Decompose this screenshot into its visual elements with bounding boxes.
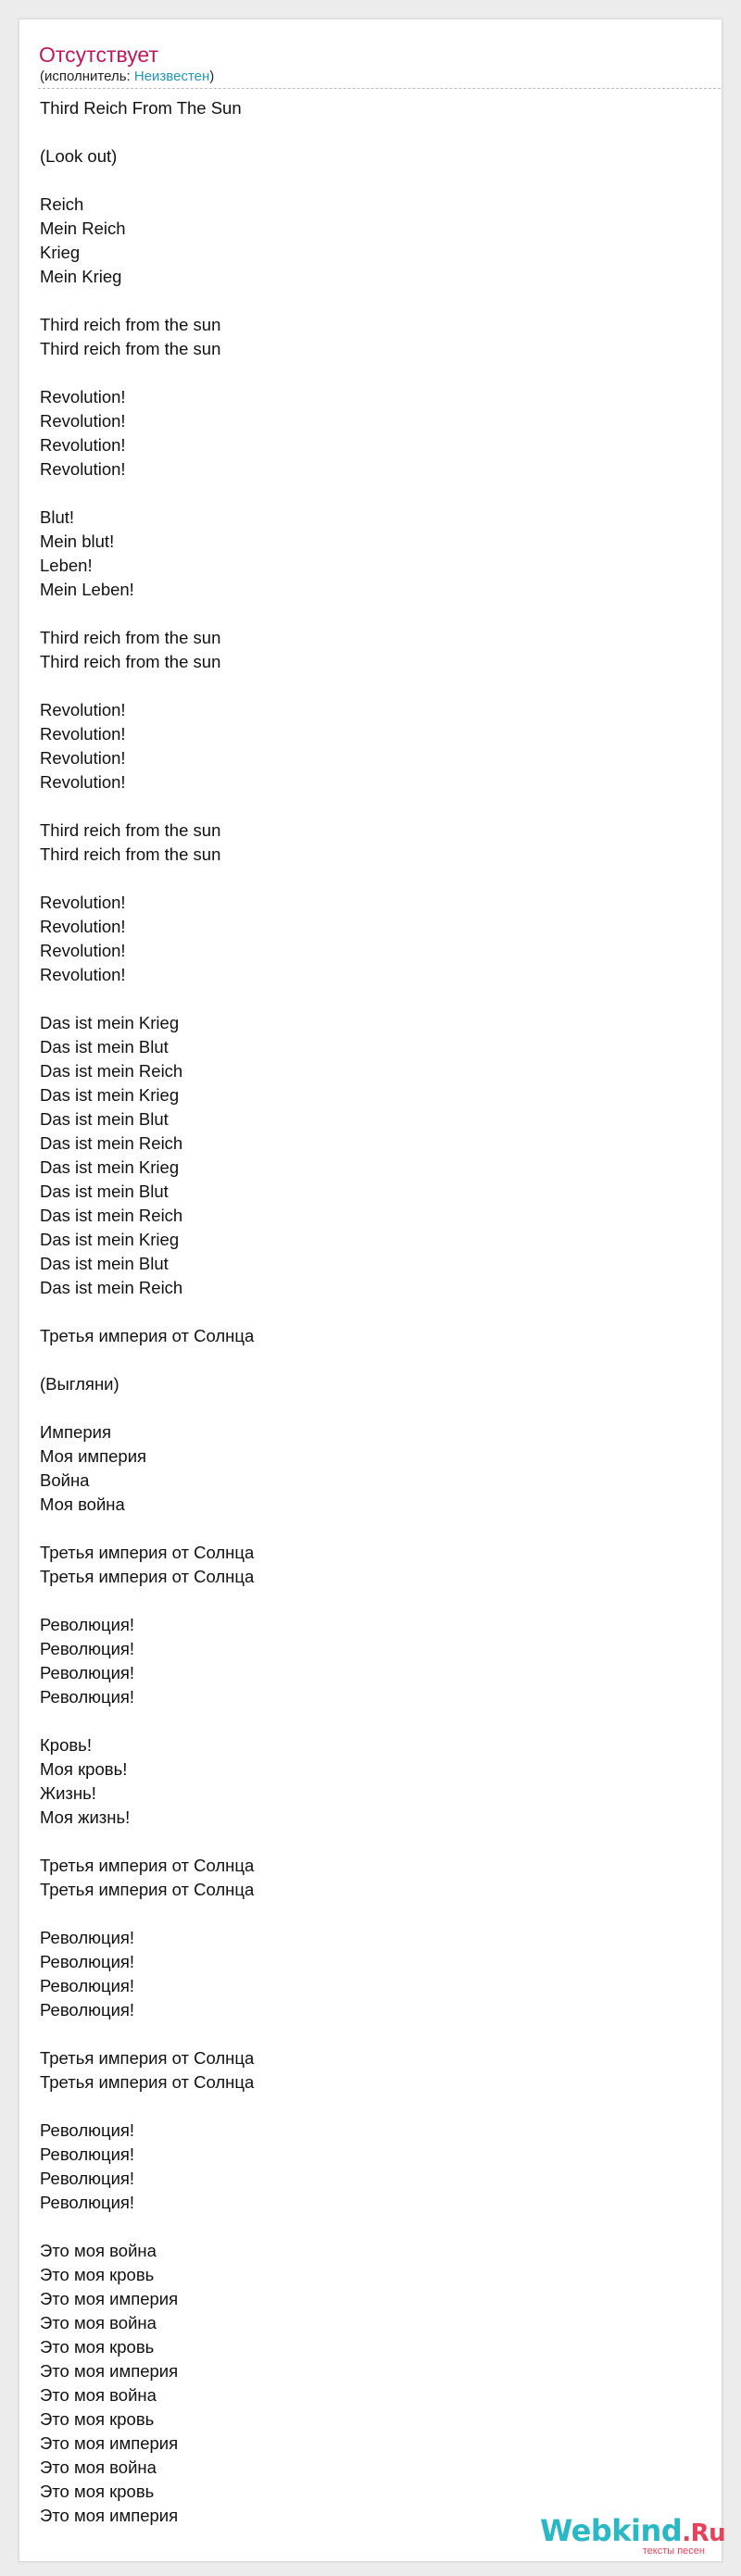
lyric-line: Third reich from the sun [40,820,221,840]
lyric-line: Кровь! [40,1735,92,1755]
lyric-line: Third reich from the sun [40,628,221,647]
lyric-line: Это моя кровь [40,2482,155,2501]
lyric-line: Revolution! [40,941,126,960]
artist-link[interactable]: Неизвестен [133,69,210,84]
lyric-line: Это моя война [40,2241,157,2260]
lyric-line: Revolution! [40,917,126,936]
lyric-line: Third Reich From The Sun [40,98,242,118]
lyric-line: Революция! [40,1639,135,1658]
lyric-line: Моя империя [40,1446,147,1466]
lyric-line: (Look out) [40,146,118,166]
lyric-line: Das ist mein Krieg [40,1085,180,1105]
lyric-line [40,2022,688,2046]
lyric-line: Третья империя от Солнца [40,1326,255,1345]
lyric-line: Revolution! [40,724,126,744]
logo-name: Webkind [540,2513,683,2548]
lyric-line [40,794,688,819]
lyric-line: Революция! [40,2193,135,2212]
lyric-line [40,169,688,193]
lyric-line: Reich [40,194,84,214]
lyric-line: Revolution! [40,772,126,792]
lyric-line: Это моя империя [40,2433,179,2453]
artist-line [40,69,214,85]
lyric-line [40,120,688,144]
lyric-line: Das ist mein Reich [40,1278,183,1297]
lyric-line: Mein blut! [40,531,115,551]
lyric-line: Моя жизнь! [40,1807,131,1827]
lyric-line: Третья империя от Солнца [40,2048,255,2068]
lyric-line: Революция! [40,2145,135,2164]
lyric-line: Революция! [40,1663,135,1682]
lyric-line: Моя война [40,1494,125,1514]
lyric-line: Das ist mein Reich [40,1133,183,1153]
lyric-line [40,1517,688,1541]
lyric-line: Это моя кровь [40,2409,155,2429]
artist-prefix: (исполнитель: [40,69,134,84]
lyric-line: Это моя империя [40,2506,179,2525]
lyric-line: Революция! [40,1687,135,1707]
lyric-line: Война [40,1470,90,1490]
lyrics-card [19,19,722,2562]
lyric-line: Blut! [40,507,75,527]
lyrics-text [40,96,688,2528]
lyric-line: Революция! [40,1976,135,1995]
lyric-line [40,361,688,385]
lyric-line: Это моя империя [40,2289,179,2308]
lyric-line: Революция! [40,2000,135,2020]
lyric-line [40,674,688,698]
lyric-line: Жизнь! [40,1783,96,1803]
lyric-line: Das ist mein Reich [40,1206,183,1225]
lyric-line: Revolution! [40,893,126,912]
lyric-line [40,1709,688,1733]
lyric-line: Третья империя от Солнца [40,2072,255,2092]
lyric-line: Revolution! [40,748,126,768]
lyric-line: Revolution! [40,435,126,455]
lyric-line: (Выгляни) [40,1374,119,1394]
lyric-line: Third reich from the sun [40,652,221,671]
lyric-line [40,1300,688,1324]
lyric-line: Третья империя от Солнца [40,1880,255,1899]
lyric-line [40,602,688,626]
lyric-line [40,987,688,1011]
lyric-line [40,867,688,891]
lyric-line: Revolution! [40,965,126,984]
lyric-line: Моя кровь! [40,1759,128,1779]
lyric-line [40,1830,688,1854]
lyric-line [40,1348,688,1372]
lyric-line: Third reich from the sun [40,315,221,334]
lyric-line [40,289,688,313]
lyric-line: Revolution! [40,700,126,719]
logo-tagline: тексты песен [642,2545,705,2557]
lyric-line: Third reich from the sun [40,844,221,864]
lyric-line: Revolution! [40,387,126,406]
lyric-line: Das ist mein Krieg [40,1230,180,1249]
title-divider [38,88,721,89]
lyric-line [40,1589,688,1613]
lyric-line: Это моя война [40,2313,157,2332]
lyric-line: Das ist mein Blut [40,1109,169,1129]
lyric-line: Третья империя от Солнца [40,1856,255,1875]
lyric-line: Das ist mein Krieg [40,1013,180,1032]
lyric-line: Das ist mein Blut [40,1182,169,1201]
lyric-line: Mein Leben! [40,580,134,599]
webkind-logo[interactable] [540,2512,726,2558]
lyric-line [40,2215,688,2239]
song-title: Отсутствует [39,43,158,67]
lyric-line: Революция! [40,1952,135,1971]
lyric-line: Революция! [40,2169,135,2188]
lyric-line: Revolution! [40,411,126,431]
lyric-line: Third reich from the sun [40,339,221,358]
lyric-line: Революция! [40,1928,135,1947]
lyric-line: Mein Reich [40,219,126,238]
lyric-line [40,481,688,506]
lyric-line: Это моя война [40,2385,157,2405]
lyric-line [40,1396,688,1420]
logo-tld: .Ru [682,2520,726,2547]
lyric-line: Mein Krieg [40,267,122,286]
lyric-line: Revolution! [40,459,126,479]
lyric-line: Революция! [40,1615,135,1634]
lyric-line: Революция! [40,2120,135,2140]
lyric-line [40,2095,688,2119]
lyric-line: Leben! [40,556,93,575]
lyric-line: Третья империя от Солнца [40,1543,255,1562]
lyric-line: Империя [40,1422,111,1442]
lyric-line: Это моя кровь [40,2337,155,2357]
lyric-line: Это моя кровь [40,2265,155,2284]
lyric-line: Третья империя от Солнца [40,1567,255,1586]
lyric-line: Это моя война [40,2457,157,2477]
lyric-line: Krieg [40,243,81,262]
artist-suffix: ) [209,69,215,84]
lyric-line: Das ist mein Blut [40,1037,169,1057]
lyric-line: Это моя империя [40,2361,179,2381]
lyric-line: Das ist mein Blut [40,1254,169,1273]
lyric-line: Das ist mein Krieg [40,1157,180,1177]
lyric-line: Das ist mein Reich [40,1061,183,1081]
lyric-line [40,1902,688,1926]
